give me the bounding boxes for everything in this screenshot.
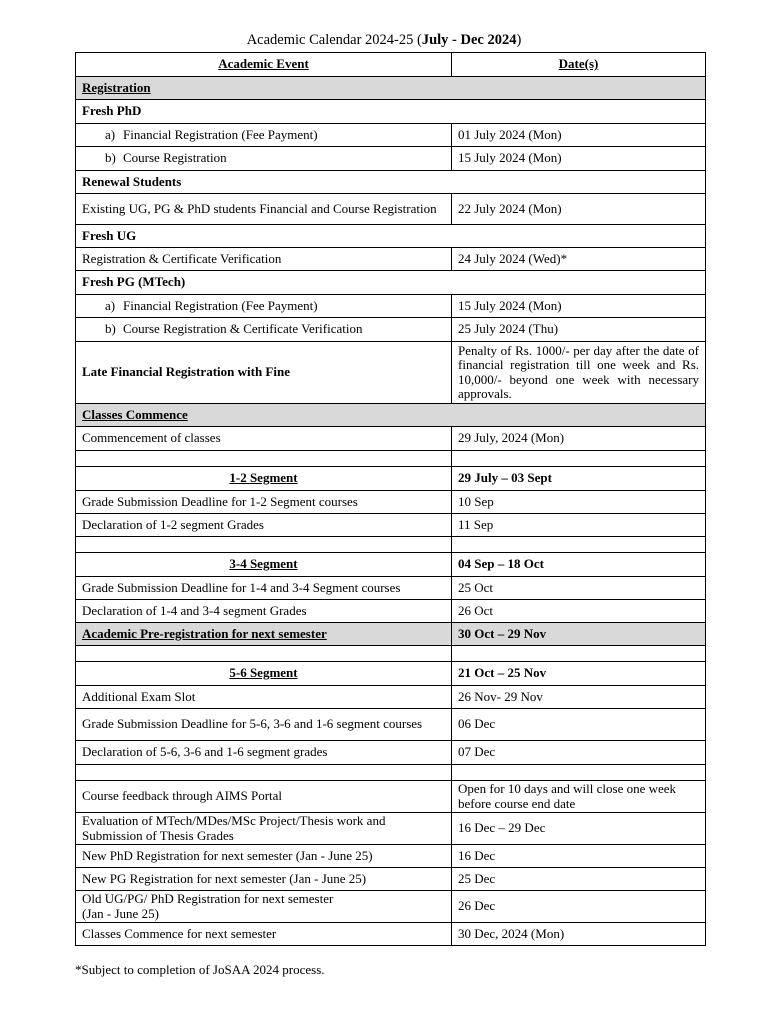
table-row: Classes Commence for next semester 30 Dec, 2024 (Mon)	[76, 923, 706, 946]
table-row: Grade Submission Deadline for 1-2 Segment courses 10 Sep	[76, 491, 706, 514]
table-row: Grade Submission Deadline for 5-6, 3-6 and 1-6 segment courses 06 Dec	[76, 709, 706, 741]
table-row: Old UG/PG/ PhD Registration for next semester (Jan - June 25) 26 Dec	[76, 891, 706, 923]
segment-1-2-row: 1-2 Segment 29 July – 03 Sept	[76, 467, 706, 491]
table-row: a) Financial Registration (Fee Payment) 01 July 2024 (Mon)	[76, 124, 706, 147]
table-row: New PG Registration for next semester (Jan - June 25) 25 Dec	[76, 868, 706, 891]
table-row: Grade Submission Deadline for 1-4 and 3-4 Segment courses 25 Oct	[76, 577, 706, 600]
section-registration: Registration	[76, 77, 706, 100]
segment-3-4-row: 3-4 Segment 04 Sep – 18 Oct	[76, 553, 706, 577]
table-row: b) Course Registration 15 July 2024 (Mon)	[76, 147, 706, 171]
table-row: Declaration of 1-4 and 3-4 segment Grades 26 Oct	[76, 600, 706, 623]
table-row: Declaration of 1-2 segment Grades 11 Sep	[76, 514, 706, 537]
table-header-row	[76, 53, 706, 77]
table-row-late-registration: Late Financial Registration with Fine Penalty of Rs. 1000/- per day after the date of financial registration till one week and Rs. 10,000/- beyond one week with necessary approvals.	[76, 342, 706, 404]
preregistration-row: Academic Pre-registration for next semester 30 Oct – 29 Nov	[76, 623, 706, 646]
table-row: Additional Exam Slot 26 Nov- 29 Nov	[76, 686, 706, 709]
group-fresh-ug: Fresh UG	[76, 225, 706, 248]
section-classes-commence: Classes Commence	[76, 404, 706, 427]
table-row: a) Financial Registration (Fee Payment) 15 July 2024 (Mon)	[76, 295, 706, 318]
table-row: Registration & Certificate Verification 24 July 2024 (Wed)*	[76, 248, 706, 271]
footnote: *Subject to completion of JoSAA 2024 process.	[75, 962, 325, 977]
table-row: Evaluation of MTech/MDes/MSc Project/Thesis work and Submission of Thesis Grades 16 Dec – 29 Dec	[76, 813, 706, 845]
header-academic-event: Academic Event	[76, 53, 452, 77]
group-renewal-students: Renewal Students	[76, 171, 706, 194]
group-fresh-pg: Fresh PG (MTech)	[76, 271, 706, 295]
table-row: New PhD Registration for next semester (Jan - June 25) 16 Dec	[76, 845, 706, 868]
spacer-row	[76, 646, 706, 662]
spacer-row	[76, 537, 706, 553]
table-row: Course feedback through AIMS Portal Open for 10 days and will close one week before course end date	[76, 781, 706, 813]
spacer-row	[76, 451, 706, 467]
table-row: Commencement of classes 29 July, 2024 (Mon)	[76, 427, 706, 451]
group-fresh-phd: Fresh PhD	[76, 100, 706, 124]
table-row: b) Course Registration & Certificate Verification 25 July 2024 (Thu)	[76, 318, 706, 342]
spacer-row	[76, 765, 706, 781]
segment-5-6-row: 5-6 Segment 21 Oct – 25 Nov	[76, 662, 706, 686]
page-title: Academic Calendar 2024-25 (July - Dec 2024)	[246, 32, 522, 48]
table-row: Existing UG, PG & PhD students Financial and Course Registration 22 July 2024 (Mon)	[76, 194, 706, 225]
table-row: Declaration of 5-6, 3-6 and 1-6 segment grades 07 Dec	[76, 741, 706, 765]
header-dates: Date(s)	[452, 53, 706, 77]
academic-calendar-table	[75, 52, 706, 946]
